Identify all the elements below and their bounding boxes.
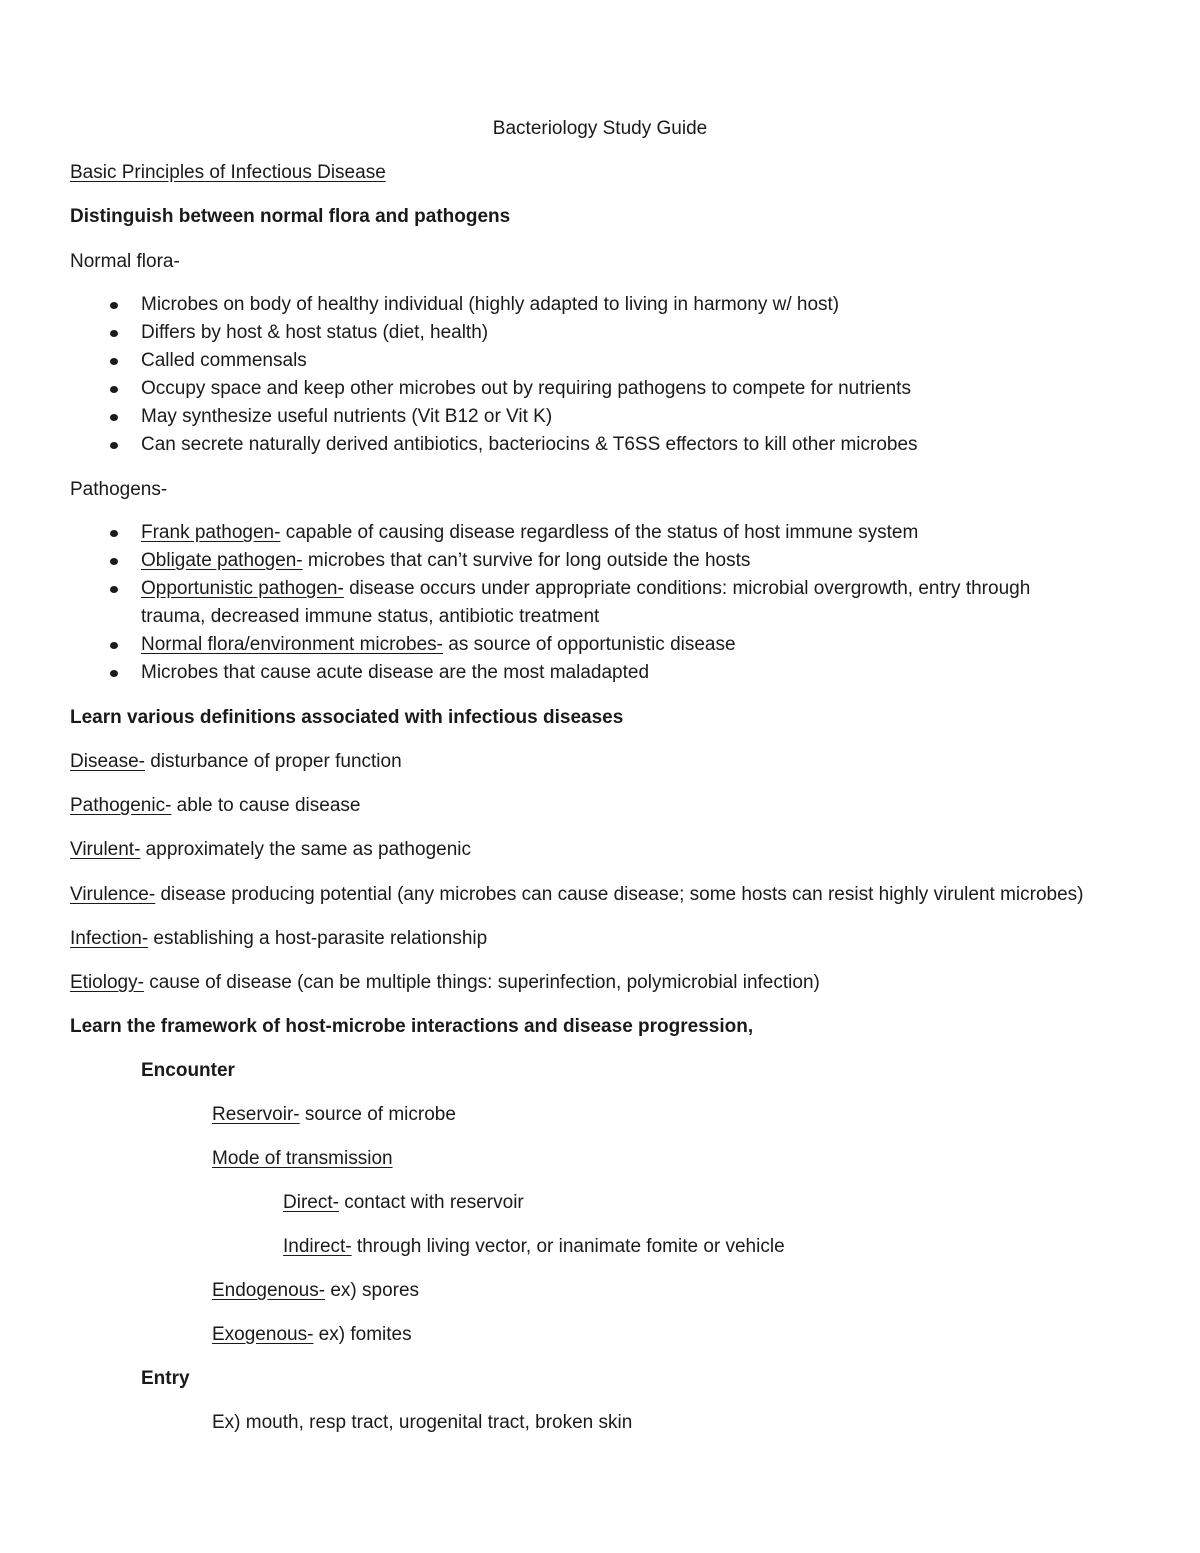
term: Exogenous- — [212, 1324, 314, 1345]
list-item: Called commensals — [70, 347, 918, 375]
heading-flora-pathogens: Distinguish between normal flora and pathogens — [70, 206, 511, 227]
list-item — [70, 659, 1030, 687]
document-title: Bacteriology Study Guide — [492, 118, 708, 139]
mode-of-transmission: Mode of transmission — [212, 1148, 393, 1169]
term-text-continued: trauma, decreased immune status, antibiotic treatment — [141, 606, 600, 627]
entry-examples: Ex) mouth, resp tract, urogenital tract, broken skin — [212, 1412, 633, 1433]
heading-framework: Learn the framework of host-microbe interactions and disease progression, — [70, 1016, 754, 1037]
definition-row — [212, 1103, 456, 1127]
encounter-label: Encounter — [141, 1060, 235, 1081]
term-text: disease occurs under appropriate conditions: microbial overgrowth, entry through — [343, 578, 1031, 599]
pathogens-label: Pathogens- — [70, 479, 168, 500]
term: Endogenous- — [212, 1280, 326, 1301]
heading-definitions: Learn various definitions associated with infectious diseases — [70, 707, 624, 728]
term-text: source of microbe — [299, 1104, 456, 1125]
term-text: capable of causing disease regardless of the status of host immune system — [280, 522, 919, 543]
normal-flora-list — [70, 291, 918, 459]
term-text: contact with reservoir — [338, 1192, 524, 1213]
term: Reservoir- — [212, 1104, 300, 1125]
term: Virulent- — [70, 839, 141, 860]
normal-flora-label: Normal flora- — [70, 251, 180, 272]
section-heading: Basic Principles of Infectious Disease — [70, 162, 386, 183]
definition-row — [283, 1235, 785, 1259]
term: Opportunistic pathogen- — [141, 578, 344, 599]
term-text: as source of opportunistic disease — [443, 634, 736, 655]
definition-row — [70, 750, 402, 774]
definition-row — [212, 1323, 412, 1347]
term-text: ex) spores — [325, 1280, 420, 1301]
definition-row — [70, 927, 487, 951]
definition-row — [212, 1279, 419, 1303]
pathogens-list — [70, 519, 1030, 687]
list-item — [70, 631, 1030, 659]
list-item — [70, 575, 1030, 631]
term-text: disturbance of proper function — [144, 751, 402, 772]
term: Infection- — [70, 928, 149, 949]
term: Frank pathogen- — [141, 522, 281, 543]
list-item: Differs by host & host status (diet, health) — [70, 319, 918, 347]
term: Virulence- — [70, 884, 156, 905]
list-item: Microbes on body of healthy individual (highly adapted to living in harmony w/ host) — [70, 291, 918, 319]
list-item: Can secrete naturally derived antibiotics, bacteriocins & T6SS effectors to kill other microbes — [70, 431, 918, 459]
definition-row — [283, 1191, 524, 1215]
term-text: cause of disease (can be multiple things: superinfection, polymicrobial infection) — [143, 972, 820, 993]
definition-row — [70, 971, 820, 995]
term: Direct- — [283, 1192, 339, 1213]
term-text: through living vector, or inanimate fomite or vehicle — [351, 1236, 785, 1257]
term: Etiology- — [70, 972, 144, 993]
term-text: disease producing potential (any microbes can cause disease; some hosts can resist highly virulent microbes) — [155, 884, 1084, 905]
term-text: able to cause disease — [171, 795, 361, 816]
list-item: Occupy space and keep other microbes out by requiring pathogens to compete for nutrients — [70, 375, 918, 403]
list-item — [70, 519, 1030, 547]
term-text: Microbes that cause acute disease are the most maladapted — [141, 662, 650, 683]
term: Indirect- — [283, 1236, 352, 1257]
definition-row — [70, 794, 360, 818]
term: Normal flora/environment microbes- — [141, 634, 443, 655]
entry-label: Entry — [141, 1368, 190, 1389]
list-item — [70, 547, 1030, 575]
term: Obligate pathogen- — [141, 550, 303, 571]
term-text: approximately the same as pathogenic — [140, 839, 471, 860]
list-item: May synthesize useful nutrients (Vit B12 or Vit K) — [70, 403, 918, 431]
term: Pathogenic- — [70, 795, 172, 816]
definition-row — [70, 838, 471, 862]
term-text: establishing a host-parasite relationship — [148, 928, 488, 949]
term-text: microbes that can’t survive for long outside the hosts — [302, 550, 751, 571]
definition-row — [70, 883, 1084, 907]
term-text: ex) fomites — [313, 1324, 412, 1345]
term: Disease- — [70, 751, 145, 772]
